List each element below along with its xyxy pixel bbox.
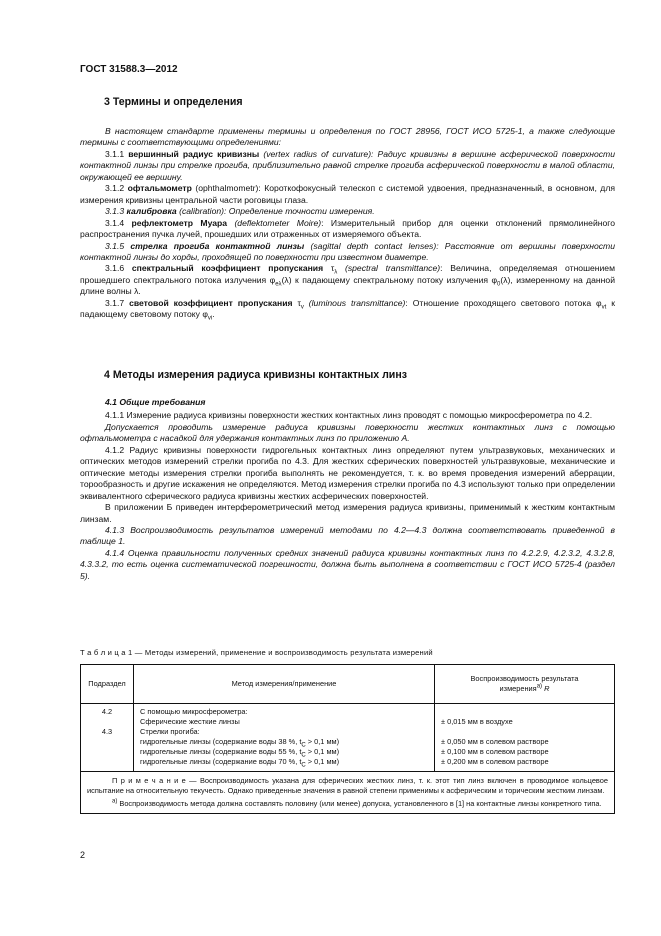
page-number: 2 bbox=[80, 850, 86, 860]
para-4-1-1: 4.1.1 Измерение радиуса кривизны поверхности жестких контактных линз проводят с помощью микросферометра по 4.2. bbox=[105, 410, 593, 421]
table-footnote: $^{а)}$ Воспроизводимость метода должна составлять половину (или менее) допуска, установленного в [1] на контактные линзы конкретного типа. bbox=[112, 798, 602, 808]
section-4-title: 4 Методы измерения радиуса кривизны контактных линз bbox=[104, 369, 407, 381]
para-4-1-3: 4.1.3 Воспроизводимость результатов измерений методами по 4.2—4.3 должна соответствовать приведенной в таблице 1. bbox=[80, 524, 615, 547]
col-method: Метод измерения/применение bbox=[134, 665, 435, 704]
table-caption: Т а б л и ц а 1 — Методы измерений, применение и воспроизводимость результата измерений bbox=[80, 648, 433, 657]
col-reproducibility: Воспроизводимость результата измерения$^{а)}$ R bbox=[435, 665, 615, 704]
table-note-row bbox=[81, 772, 615, 814]
para-4-1-2: 4.1.2 Радиус кривизны поверхности гидрогельных контактных линз определяют путем ультразвуковых, механических и оптических методов измерений стрелки прогиба по 4.3. Для жестких сферических поверхностей ультразвуковые, механические и оптические методы измерения стрелки прогиба выполнять не рекомендуется, т. к. во время проведения измерений аберрации, торообразность и другие искажения не определяются. Метод измерения стрелки прогиба по 4.3 используют только при определении эквивалентного сферического радиуса кривизны жестких асферических поверхностей. bbox=[80, 444, 615, 501]
document-header: ГОСТ 31588.3—2012 bbox=[80, 64, 178, 75]
section-3-title: 3 Термины и определения bbox=[104, 96, 243, 108]
section-4-body bbox=[80, 397, 615, 582]
term-3-1-2: 3.1.2 офтальмометр (ophthalmometr): Короткофокусный телескоп с системой удвоения, предназначенный, в основном, для измерения кривизны центральной части роговицы глаза. bbox=[80, 183, 615, 205]
term-3-1-4: 3.1.4 рефлектометр Муара (deflektometer Moire): Измерительный прибор для оценки отклонений прямолинейного распространения пучка лучей, прошедших или отраженных от измеряемого объекта. bbox=[80, 217, 615, 240]
section-4-1-title: 4.1 Общие требования bbox=[105, 397, 206, 407]
section-3-intro: В настоящем стандарте применены термины и определения по ГОСТ 28956, ГОСТ ИСО 5725-1, а также следующие термины с соответствующими определениями: bbox=[80, 126, 615, 148]
term-3-1-6: 3.1.6 спектральный коэффициент пропускания $\tau_\lambda$ (spectral transmittance): Величина, определяемая отношением прошедшего спектрального потока излучения $\varphi_{e\lambda}(\lambda)$ к падающему спектральному потоку излучения $\varphi_0(\lambda)$, измеренному на данной длине волны λ. bbox=[80, 263, 616, 297]
section-3-body bbox=[80, 126, 615, 321]
table-note: П р и м е ч а н и е — Воспроизводимость указана для сферических жестких линз, т. к. этот тип линз включен в проводимое кольцевое испытание на относительную текучесть. Однако приведенные значения в равной степени применимы к асферическим и торическим жестким линзам. bbox=[87, 776, 608, 795]
term-3-1-1: 3.1.1 вершинный радиус кривизны (vertex radius of curvature): Радиус кривизны в вершине асферической поверхности контактной линзы при стрелке прогиба, приблизительно равной стрелке прогиба асферической поверхности в малой области, окружающей ее вершину. bbox=[80, 148, 615, 182]
col-subsection: Подраздел bbox=[81, 665, 134, 704]
term-3-1-3: 3.1.3 калибровка (calibration): Определение точности измерения. bbox=[105, 206, 375, 217]
para-4-1-1-alt: Допускается проводить измерение радиуса кривизны поверхности жестких контактных линз с помощью офтальмометра с насадкой для удержания контактных линз по приложению А. bbox=[80, 421, 615, 444]
table-1 bbox=[80, 664, 615, 814]
table-row: 4.2 4.3 С помощью микросферометра: Сферические жесткие линзы Стрелки прогиба: гидрогельные линзы (содержание воды 38 %, $t_C > 0,1$ мм) гидрогельные линзы (содержание воды 55 %, $t_C > 0,1$ мм) гидрогельные линзы (содержание воды 70 %, $t_C > 0,1$ мм) ± 0,015 мм в воздухе ± 0,050 мм в солевом растворе ± 0,100 мм в солевом растворе ± 0,200 мм в солевом растворе bbox=[81, 704, 615, 772]
para-4-1-2-b: В приложении Б приведен интерферометрический метод измерения радиуса кривизны, применимый к жестким контактным линзам. bbox=[80, 502, 615, 524]
para-4-1-4: 4.1.4 Оценка правильности полученных средних значений радиуса кривизны контактных линз по 4.2.2.9, 4.2.3.2, 4.3.2.8, 4.3.3.2, то есть оценка систематической погрешности, должна быть выполнена в соответствии с ГОСТ ИСО 5725-4 (раздел 5). bbox=[80, 547, 615, 581]
term-3-1-5: 3.1.5 стрелка прогиба контактной линзы (sagittal depth contact lenses): Расстояние от вершины поверхности контактной линзы до хорды, проходящей по поверхности при известном диаметре. bbox=[80, 240, 615, 262]
table-header-row bbox=[81, 665, 615, 704]
term-3-1-7: 3.1.7 световой коэффициент пропускания $\tau_v$ (luminous transmittance): Отношение проходящего светового потока $\varphi_{vt}$ к падающему световому потоку $\varphi_{vi}$. bbox=[80, 297, 615, 322]
